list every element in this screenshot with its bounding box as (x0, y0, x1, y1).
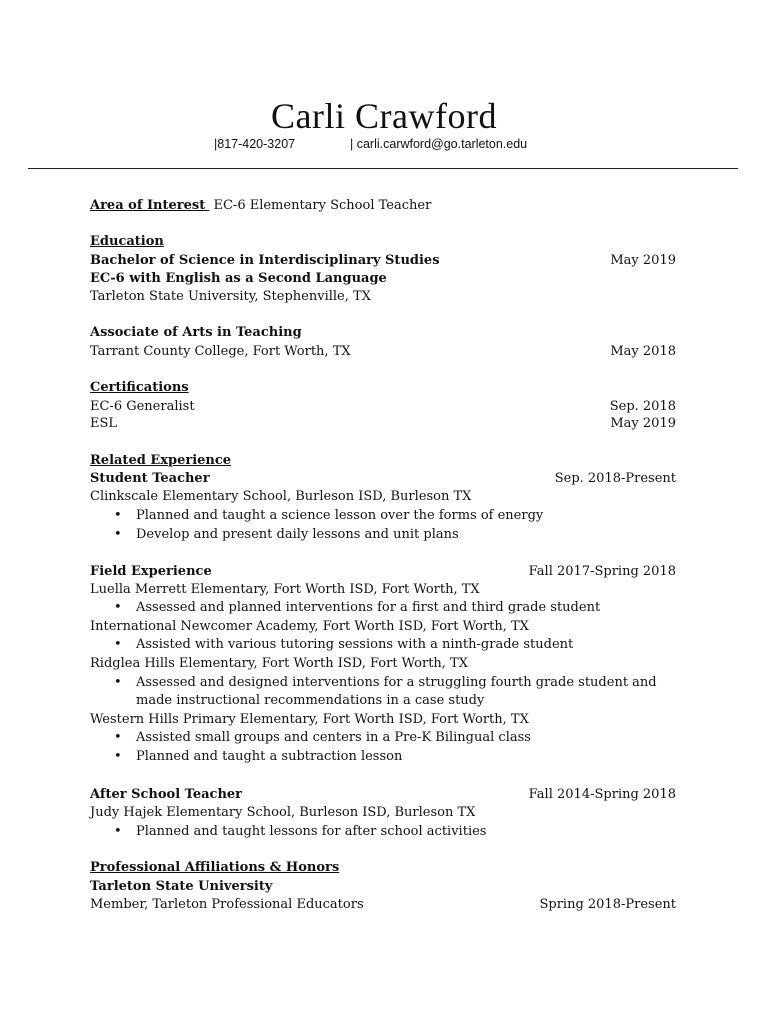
degree1-subtitle: EC-6 with English as a Second Language (90, 271, 387, 286)
student-teacher-title: Student Teacher (90, 471, 210, 486)
bullet-icon: • (114, 527, 122, 542)
interest-value: EC-6 Elementary School Teacher (213, 198, 432, 213)
certification-name: ESL (90, 416, 118, 431)
degree2-title: Associate of Arts in Teaching (90, 325, 302, 340)
education-degree1-row (90, 252, 676, 270)
field-experience-date: Fall 2017-Spring 2018 (528, 564, 676, 579)
student-teacher-place: Clinkscale Elementary School, Burleson ISD, Burleson TX (90, 489, 472, 504)
field-place: Luella Merrett Elementary, Fort Worth ISD, Fort Worth, TX (90, 582, 480, 597)
bullet-icon: • (114, 675, 122, 690)
student-teacher-date: Sep. 2018-Present (554, 471, 676, 486)
bullet-icon: • (114, 730, 122, 745)
certification-row (90, 415, 676, 433)
interest-heading: Area of Interest (90, 198, 206, 213)
school2: Tarrant County College, Fort Worth, TX (90, 344, 351, 359)
school1: Tarleton State University, Stephenville, TX (90, 289, 371, 304)
education-degree2-row (90, 343, 676, 361)
bullet-icon: • (114, 508, 122, 523)
degree1-title: Bachelor of Science in Interdisciplinary Studies (90, 253, 440, 268)
field-place: International Newcomer Academy, Fort Worth ISD, Fort Worth, TX (90, 619, 529, 634)
certification-date: May 2019 (610, 416, 676, 431)
field-experience-title: Field Experience (90, 564, 212, 579)
education-heading: Education (90, 234, 164, 249)
experience-heading: Related Experience (90, 453, 232, 468)
interest-line (90, 197, 676, 215)
student-teacher-row (90, 470, 676, 488)
header-divider (28, 168, 738, 169)
after-school-place: Judy Hajek Elementary School, Burleson ISD, Burleson TX (90, 805, 476, 820)
email-address: | carli.carwford@go.tarleton.edu (350, 137, 528, 151)
field-place: Ridglea Hills Elementary, Fort Worth ISD, Fort Worth, TX (90, 656, 468, 671)
certifications-heading: Certifications (90, 380, 189, 395)
degree1-date: May 2019 (610, 253, 676, 268)
after-school-row (90, 786, 676, 804)
affiliation-org: Tarleton State University (90, 879, 273, 894)
affiliation-row (90, 896, 676, 914)
certification-name: EC-6 Generalist (90, 399, 195, 414)
candidate-name: Carli Crawford (271, 96, 497, 136)
degree2-date: May 2018 (610, 344, 676, 359)
certification-date: Sep. 2018 (609, 399, 676, 414)
bullet-icon: • (114, 637, 122, 652)
affiliation-role: Member, Tarleton Professional Educators (90, 897, 364, 912)
after-school-date: Fall 2014-Spring 2018 (528, 787, 676, 802)
field-place: Western Hills Primary Elementary, Fort Worth ISD, Fort Worth, TX (90, 712, 529, 727)
certification-row (90, 398, 676, 416)
field-experience-row (90, 563, 676, 581)
bullet-icon: • (114, 749, 122, 764)
affiliation-date: Spring 2018-Present (539, 897, 676, 912)
bullet-icon: • (114, 600, 122, 615)
bullet-icon: • (114, 824, 122, 839)
affiliations-heading: Professional Affiliations & Honors (90, 860, 340, 875)
phone-number: |817-420-3207 (214, 137, 296, 151)
after-school-title: After School Teacher (90, 787, 243, 802)
